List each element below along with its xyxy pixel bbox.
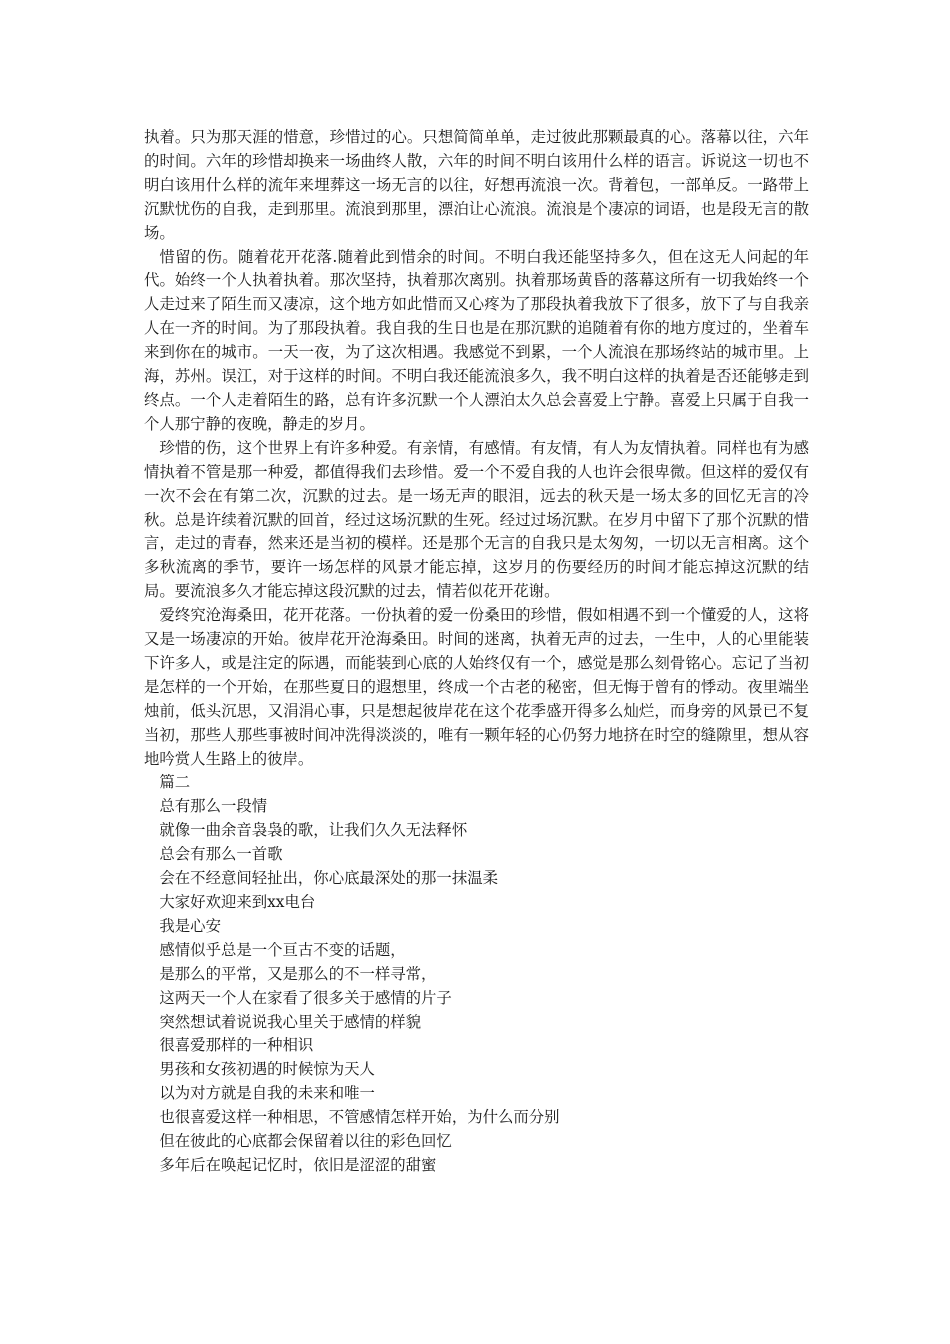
poem-line: 我是心安 [159,916,221,935]
document-body [144,126,809,1178]
poem-line: 多年后在唤起记忆时，依旧是涩涩的甜蜜 [159,1155,437,1174]
paragraph-1: 执着。只为那天涯的惜意，珍惜过的心。只想简简单单，走过彼此那颗最真的心。落幕以往，六年的时间。六年的珍惜却换来一场曲终人散，六年的时间不明白该用什么样的语言。诉说这一切也不明白该用什么样的流年来埋葬这一场无言的以往，好想再流浪一次。背着包，一部单反。一路带上沉默忧伤的自我，走到那里。流浪到那里，漂泊让心流浪。流浪是个凄凉的词语，也是段无言的散场。 [144,128,809,242]
paragraph-3: 珍惜的伤，这个世界上有许多种爱。有亲情，有感情。有友情，有人为友情执着。同样也有为感情执着不管是那一种爱，都值得我们去珍惜。爱一个不爱自我的人也许会很卑微。但这样的爱仅有一次不会在有第二次，沉默的过去。是一场无声的眼泪，远去的秋天是一场太多的回忆无言的冷秋。总是许续着沉默的回首，经过这场沉默的生死。经过过场沉默。在岁月中留下了那个沉默的惜言，走过的青春，然来还是当初的模样。还是那个无言的自我只是太匆匆，一切以无言相离。这个多秋流离的季节，要许一场怎样的风景才能忘掉，这岁月的伤要经历的时间才能忘掉这沉默的结局。要流浪多久才能忘掉这段沉默的过去，情若似花开花谢。 [144,438,809,601]
poem-line: 也很喜爱这样一种相思，不管感情怎样开始，为什么而分别 [159,1108,560,1127]
poem-line: 总有那么一段情 [159,797,268,816]
paragraph-2: 惜留的伤。随着花开花落.随着此到惜余的时间。不明白我还能坚持多久，但在这无人问起的年代。始终一个人执着执着。那次坚持，执着那次离别。执着那场黄昏的落幕这所有一切我始终一个人走过来了陌生而又凄凉，这个地方如此惜而又心疼为了那段执着我放下了很多，放下了与自我亲人在一齐的时间。为了那段执着。我自我的生日也是在那沉默的追随着有你的地方度过的，坐着车来到你在的城市。一天一夜，为了这次相遇。我感觉不到累，一个人流浪在那场终站的城市里。上海，苏州。误江，对于这样的时间。不明白我还能流浪多久，我不明白这样的执着是否还能够走到终点。一个人走着陌生的路，总有许多沉默一个人漂泊太久总会喜爱上宁静。喜爱上只属于自我一个人那宁静的夜晚，静走的岁月。 [144,247,809,433]
poem-line: 男孩和女孩初遇的时候惊为天人 [159,1060,375,1079]
poem-line: 但在彼此的心底都会保留着以往的彩色回忆 [159,1132,452,1151]
poem-line: 是那么的平常，又是那么的不一样寻常， [159,964,437,983]
poem-line: 这两天一个人在家看了很多关于感情的片子 [159,988,452,1007]
poem-line: 总会有那么一首歌 [159,845,283,864]
paragraph-4: 爱终究沧海桑田，花开花落。一份执着的爱一份桑田的珍惜，假如相遇不到一个懂爱的人，这将又是一场凄凉的开始。彼岸花开沧海桑田。时间的迷离，执着无声的过去，一生中，人的心里能装下许多人，或是注定的际遇，而能装到心底的人始终仅有一个，感觉是那么刻骨铭心。忘记了当初是怎样的一个开始，在那些夏日的遐想里，终成一个古老的秘密，但无悔于曾有的悸动。夜里端坐烛前，低头沉思，又涓涓心事，只是想起彼岸花在这个花季盛开得多么灿烂，而身旁的风景已不复当初，那些人那些事被时间冲洗得淡淡的，唯有一颗年轻的心仍努力地挤在时空的缝隙里，想从容地吟赏人生路上的彼岸。 [144,606,809,768]
section-heading: 篇二 [159,773,191,792]
poem-line: 就像一曲余音袅袅的歌，让我们久久无法释怀 [159,821,468,840]
poem-line: 大家好欢迎来到xx电台 [159,893,316,911]
poem-line: 会在不经意间轻扯出，你心底最深处的那一抹温柔 [159,869,498,888]
poem-line: 感情似乎总是一个亘古不变的话题， [159,940,406,959]
poem-line: 突然想试着说说我心里关于感情的样貌 [159,1012,422,1031]
poem-line: 很喜爱那样的一种相识 [159,1036,314,1055]
poem-line: 以为对方就是自我的未来和唯一 [159,1084,375,1103]
